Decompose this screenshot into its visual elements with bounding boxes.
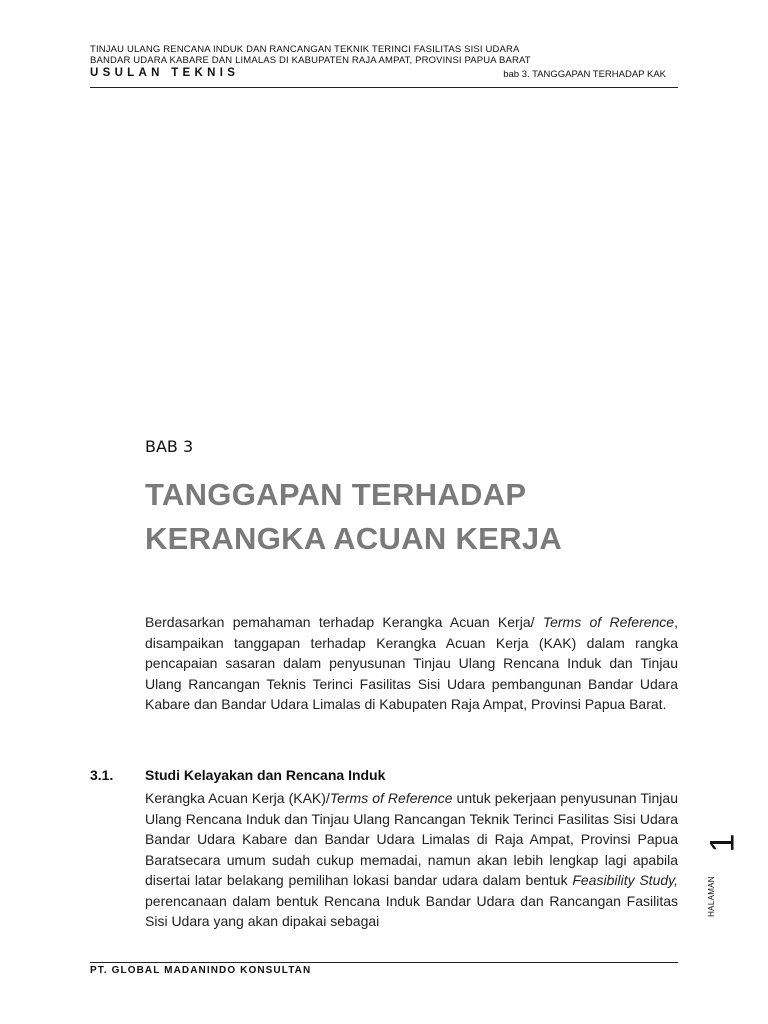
header-project-line-2: BANDAR UDARA KABARE DAN LIMALAS DI KABUPATEN RAJA AMPAT, PROVINSI PAPUA BARAT bbox=[90, 55, 531, 66]
intro-paragraph bbox=[145, 612, 678, 715]
footer-company: PT. GLOBAL MADANINDO KONSULTAN bbox=[90, 965, 312, 976]
section-title: Studi Kelayakan dan Rencana Induk bbox=[145, 767, 386, 783]
header-project-line-1: TINJAU ULANG RENCANA INDUK DAN RANCANGAN TEKNIK TERINCI FASILITAS SISI UDARA bbox=[90, 44, 520, 55]
intro-text-1: Berdasarkan pemahaman terhadap Kerangka Acuan Kerja/ bbox=[145, 614, 543, 630]
footer-divider bbox=[90, 962, 678, 963]
header-row bbox=[90, 67, 678, 82]
page-number: 1 bbox=[703, 833, 742, 853]
section-paragraph bbox=[145, 788, 678, 932]
header-divider bbox=[90, 87, 678, 88]
page-number-marker bbox=[703, 826, 742, 926]
header-usulan-teknis: USULAN TEKNIS bbox=[90, 67, 240, 79]
section-text-1: Kerangka Acuan Kerja (KAK)/ bbox=[145, 790, 330, 806]
chapter-title-line-2: KERANGKA ACUAN KERJA bbox=[145, 521, 563, 556]
section-number: 3.1. bbox=[90, 767, 114, 783]
section-text-3: perencanaan dalam bentuk Rencana Induk Bandar Udara dan Rancangan Fasilitas Sisi Udara yang akan dipakai sebagai bbox=[145, 892, 678, 929]
intro-text-2: , disampaikan tanggapan terhadap Kerangka Acuan Kerja (KAK) dalam rangka pencapaian sasaran dalam penyusunan Tinjau Ulang Rencana Induk dan Tinjau Ulang Rancangan Teknis Terinci Fasilitas Sisi Udara pembangunan Bandar Udara Kabare dan Bandar Udara Limalas di Kabupaten Raja Ampat, Provinsi Papua Barat. bbox=[145, 614, 678, 712]
header-chapter-ref: bab 3. TANGGAPAN TERHADAP KAK bbox=[503, 69, 666, 80]
page-header bbox=[90, 44, 678, 82]
chapter-label: BAB 3 bbox=[145, 437, 194, 456]
page-number-label: HALAMAN bbox=[706, 876, 716, 917]
section-italic-1: Terms of Reference bbox=[329, 790, 453, 806]
intro-italic-1: Terms of Reference bbox=[542, 614, 675, 630]
chapter-title bbox=[145, 473, 562, 561]
section-italic-2: Feasibility Study, bbox=[572, 872, 678, 888]
section-text-2: untuk pekerjaan penyusunan Tinjau Ulang Rencana Induk dan Tinjau Ulang Rancangan Teknik Terinci Fasilitas Sisi Udara Bandar Udara Kabare dan Bandar Udara Limalas di Raja Ampat, Provinsi Papua Baratsecara umum sudah cukup memadai, namun akan lebih lengkap lagi apabila disertai latar belakang pemilihan lokasi bandar udara dalam bentuk bbox=[145, 790, 678, 888]
chapter-title-line-1: TANGGAPAN TERHADAP bbox=[145, 477, 527, 512]
